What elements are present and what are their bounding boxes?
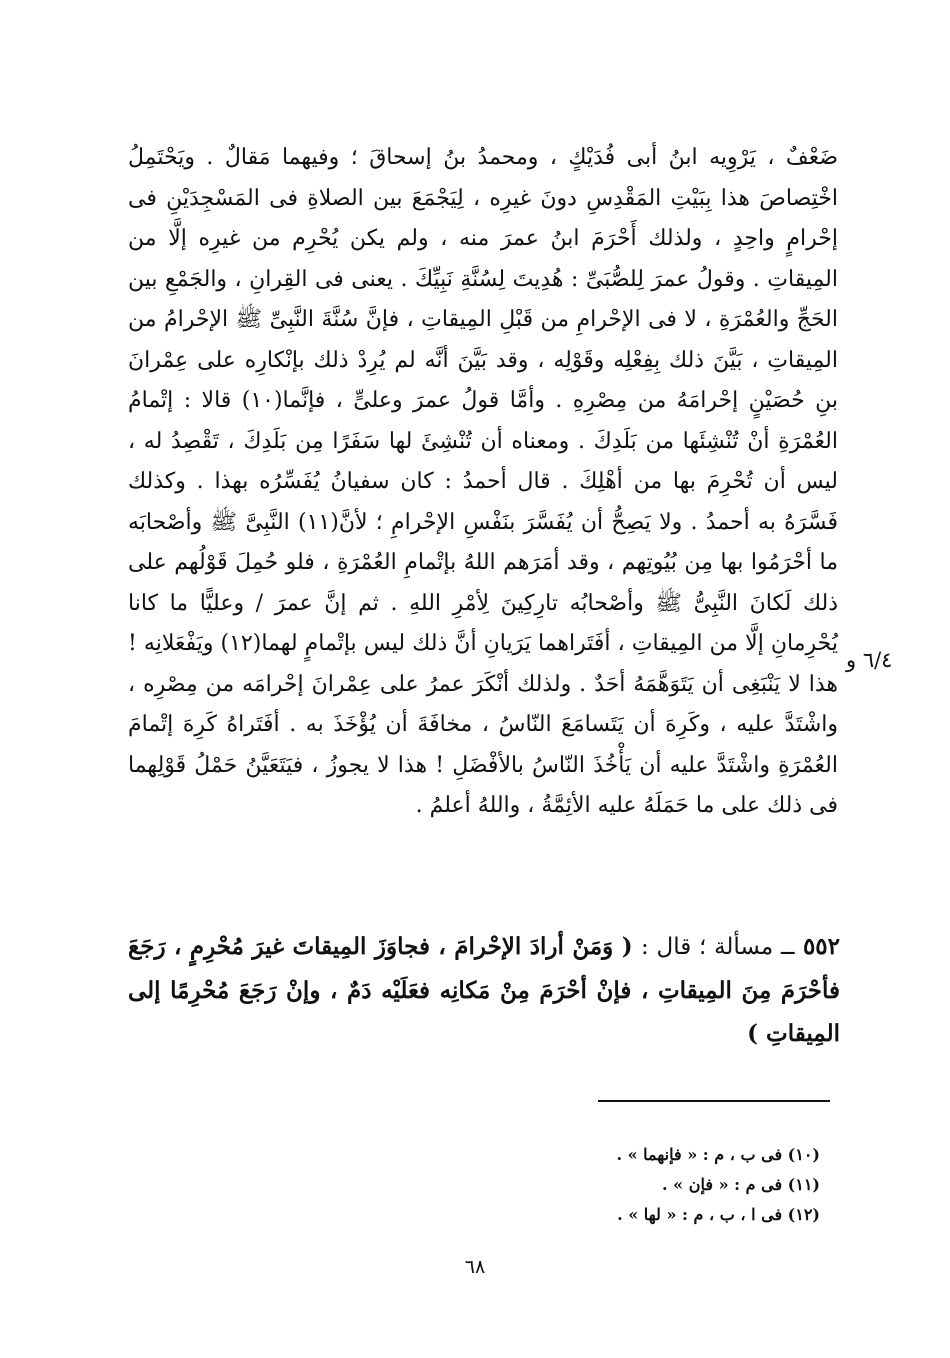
footnote-11: (١١) فى م : « فإن » . bbox=[662, 1175, 820, 1194]
footnotes bbox=[520, 1140, 820, 1230]
page-number: ٦٨ bbox=[464, 1256, 486, 1278]
main-paragraph bbox=[128, 138, 838, 827]
footnote-10: (١٠) فى ب ، م : « فإنهما » . bbox=[616, 1145, 820, 1164]
margin-folio-note: ٦/٤ و bbox=[846, 648, 893, 672]
footnote-divider bbox=[598, 1100, 830, 1102]
masala-number: ٥٥٢ bbox=[802, 933, 840, 960]
masala-text: ( وَمَنْ أرادَ الإحْرامَ ، فجاوَزَ المِيقاتَ غيرَ مُحْرِمٍ ، رَجَعَ فأحْرَمَ مِنَ المِيقاتِ ، فإنْ أحْرَمَ مِنْ مَكانِه فعَلَيْه دَمٌ ، وإنْ رَجَعَ مُحْرِمًا إلى المِيقاتِ ) bbox=[128, 933, 840, 1047]
masala-section bbox=[128, 925, 840, 1055]
masala-lead: ــ مسألة ؛ قال : bbox=[641, 934, 795, 960]
footnote-12: (١٢) فى ا ، ب ، م : « لها » . bbox=[617, 1205, 820, 1224]
body-text: ضَعْفٌ ، يَرْوِيه ابنُ أبى فُدَيْكٍ ، ومحمدُ بنُ إسحاقَ ؛ وفيهما مَقالٌ . ويَحْتَمِلُ اخْتِصاصَ هذا بِبَيْتِ المَقْدِسِ دونَ غيرِه ، لِيَجْمَعَ بين الصلاةِ فى المَسْجِدَيْنِ فى إحْرامٍ واحِدٍ ، ولذلك أَحْرَمَ ابنُ عمرَ منه ، ولم يكن يُحْرِم من غيرِه إلَّا من المِيقاتِ . وقولُ عمرَ لِلصُّبَىِّ : هُدِيتَ لِسُنَّةِ نَبِيِّكَ . يعنى فى القِرانِ ، والجَمْعِ بين الحَجِّ والعُمْرَةِ ، لا فى الإحْرامِ من قَبْلِ المِيقاتِ ، فإنَّ سُنَّةَ النَّبِىِّ ﷺ الإحْرامُ من المِيقاتِ ، بَيَّنَ ذلك بِفِعْلِه وقَوْلِه ، وقد بَيَّنَ أنَّه لم يُرِدْ ذلك بإنْكارِه على عِمْرانَ بنِ حُصَيْنٍ إحْرامَهُ من مِصْرِهِ . وأمَّا قولُ عمرَ وعلىٍّ ، فإنَّما(١٠) قالا : إتْمامُ العُمْرَةِ أنْ تُنْشِئَها من بَلَدِكَ . ومعناه أن تُنْشِئَ لها سَفَرًا مِن بَلَدِكَ ، تَقْصِدُ له ، ليس أن تُحْرِمَ بها من أهْلِكَ . قال أحمدُ : كان سفيانُ يُفَسِّرُه بهذا . وكذلك فَسَّرَهُ به أحمدُ . ولا يَصِحُّ أن يُفَسَّرَ بنَفْسِ الإحْرامِ ؛ لأنَّ(١١) النَّبِىَّ ﷺ وأصْحابَه ما أحْرَمُوا بها مِن بُيُوتِهم ، وقد أمَرَهم اللهُ بإتْمامِ العُمْرَةِ ، فلو حُمِلَ قَوْلُهم على ذلك لَكانَ النَّبِىُّ ﷺ وأصْحابُه تارِكِينَ لِأمْرِ اللهِ . ثم إنَّ عمرَ / وعليًّا ما كانا يُحْرِمانِ إلَّا من المِيقاتِ ، أفَتَراهما يَرَيانِ أنَّ ذلك ليس بإتْمامٍ لهما(١٢) ويَفْعَلانِه ! هذا لا يَنْبَغِى أن يَتَوَهَّمَهُ أحَدٌ . ولذلك أنْكَرَ عمرُ على عِمْرانَ إحْرامَه من مِصْرِه ، واشْتَدَّ عليه ، وكَرِهَ أن يَتَسامَعَ النّاسُ ، مخافَةَ أن يُؤْخَذَ به . أفَتَراهُ كَرِهَ إتْمامَ العُمْرَةِ واشْتَدَّ عليه أن يَأْخُذَ النّاسُ بالأفْضَلِ ! هذا لا يجوزُ ، فيَتَعَيَّنُ حَمْلُ قَوْلِهما فى ذلك على ما حَمَلَهُ عليه الأئِمَّةُ ، واللهُ أعلمُ . bbox=[128, 145, 838, 818]
